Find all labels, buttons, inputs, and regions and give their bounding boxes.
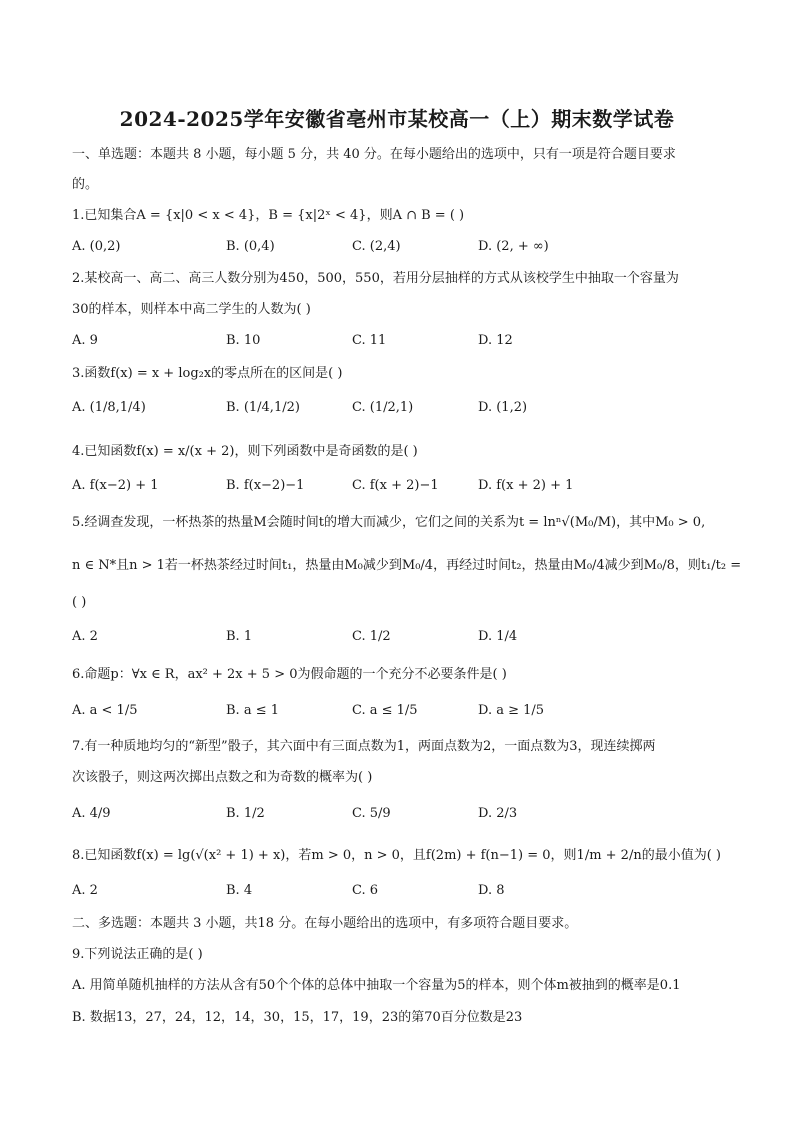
- question-7-option-b: B. 1/2: [226, 806, 265, 821]
- question-8-option-a: A. 2: [72, 883, 98, 898]
- question-4-options: [72, 478, 732, 498]
- question-8-option-c: C. 6: [352, 883, 379, 898]
- question-2-option-c: C. 11: [352, 333, 387, 348]
- question-7-option-c: C. 5/9: [352, 806, 391, 821]
- question-3-option-a: A. (1/8,1/4): [72, 400, 146, 415]
- question-5-stem-line3: ( ): [72, 595, 87, 610]
- question-5-option-d: D. 1/4: [478, 629, 518, 644]
- question-8-stem: 8.已知函数f(x) = lg(√(x² + 1) + x)，若m > 0，n > 0，且f(2m) + f(n−1) = 0，则1/m + 2/n的最小值为( ): [72, 848, 721, 863]
- question-3-options: [72, 400, 732, 420]
- question-7-stem-line1: 7.有一种质地均匀的“新型”骰子，其六面中有三面点数为1，两面点数为2，一面点数为3，现连续掷两: [72, 739, 656, 754]
- question-4-option-c: C. f(x + 2)−1: [352, 478, 439, 493]
- question-4-option-b: B. f(x−2)−1: [226, 478, 305, 493]
- question-2-stem-line1: 2.某校高一、高二、高三人数分别为450，500，550，若用分层抽样的方式从该校学生中抽取一个容量为: [72, 271, 679, 286]
- question-1-option-d: D. (2, + ∞): [478, 239, 549, 254]
- question-5-options: [72, 629, 732, 649]
- question-1-options: [72, 239, 732, 259]
- question-7-stem-line2: 次该骰子，则这两次掷出点数之和为奇数的概率为( ): [72, 770, 373, 785]
- question-5-option-a: A. 2: [72, 629, 98, 644]
- question-3-option-d: D. (1,2): [478, 400, 528, 415]
- question-8-option-b: B. 4: [226, 883, 253, 898]
- section1-heading-line1: 一、单选题：本题共 8 小题，每小题 5 分，共 40 分。在每小题给出的选项中，只有一项是符合题目要求: [72, 147, 676, 162]
- question-6-option-c: C. a ≤ 1/5: [352, 703, 418, 718]
- question-4-option-a: A. f(x−2) + 1: [72, 478, 159, 493]
- section1-heading-line2: 的。: [72, 177, 99, 192]
- question-9-option-b: B. 数据13，27，24，12，14，30，15，17，19，23的第70百分位数是23: [72, 1010, 523, 1025]
- question-8-option-d: D. 8: [478, 883, 505, 898]
- question-4-stem: 4.已知函数f(x) = x/(x + 2)，则下列函数中是奇函数的是( ): [72, 444, 418, 459]
- question-9-stem: 9.下列说法正确的是( ): [72, 947, 203, 962]
- question-7-options: [72, 806, 732, 826]
- question-7-option-d: D. 2/3: [478, 806, 518, 821]
- question-8-options: [72, 883, 732, 903]
- question-1-stem: 1.已知集合A = {x|0 < x < 4}，B = {x|2ˣ < 4}，则A ∩ B = ( ): [72, 208, 465, 223]
- question-5-stem-line1: 5.经调查发现，一杯热茶的热量M会随时间t的增大而减少，它们之间的关系为t = lnⁿ√(M₀/M)，其中M₀ > 0,: [72, 515, 706, 530]
- question-5-option-b: B. 1: [226, 629, 253, 644]
- question-2-option-a: A. 9: [72, 333, 98, 348]
- question-6-options: [72, 703, 732, 723]
- question-1-option-a: A. (0,2): [72, 239, 121, 254]
- question-7-option-a: A. 4/9: [72, 806, 111, 821]
- question-2-option-b: B. 10: [226, 333, 261, 348]
- question-2-stem-line2: 30的样本，则样本中高二学生的人数为( ): [72, 302, 311, 317]
- question-6-stem: 6.命题p：∀x ∈ R，ax² + 2x + 5 > 0为假命题的一个充分不必要条件是( ): [72, 667, 507, 682]
- question-6-option-a: A. a < 1/5: [72, 703, 138, 718]
- question-1-option-c: C. (2,4): [352, 239, 401, 254]
- question-3-stem: 3.函数f(x) = x + log₂x的零点所在的区间是( ): [72, 366, 343, 381]
- question-9-option-a: A. 用简单随机抽样的方法从含有50个个体的总体中抽取一个容量为5的样本，则个体m被抽到的概率是0.1: [72, 978, 681, 993]
- exam-title: 2024-2025学年安徽省亳州市某校高一（上）期末数学试卷: [119, 107, 675, 131]
- question-5-option-c: C. 1/2: [352, 629, 391, 644]
- question-2-options: [72, 333, 732, 353]
- question-3-option-c: C. (1/2,1): [352, 400, 414, 415]
- question-5-stem-line2: n ∈ N*且n > 1若一杯热茶经过时间t₁，热量由M₀减少到M₀/4，再经过时间t₂，热量由M₀/4减少到M₀/8，则t₁/t₂ =: [72, 558, 742, 573]
- question-4-option-d: D. f(x + 2) + 1: [478, 478, 574, 493]
- question-6-option-d: D. a ≥ 1/5: [478, 703, 545, 718]
- question-3-option-b: B. (1/4,1/2): [226, 400, 300, 415]
- question-2-option-d: D. 12: [478, 333, 513, 348]
- question-1-option-b: B. (0,4): [226, 239, 275, 254]
- section2-heading: 二、多选题：本题共 3 小题，共18 分。在每小题给出的选项中，有多项符合题目要求。: [72, 916, 578, 931]
- question-6-option-b: B. a ≤ 1: [226, 703, 279, 718]
